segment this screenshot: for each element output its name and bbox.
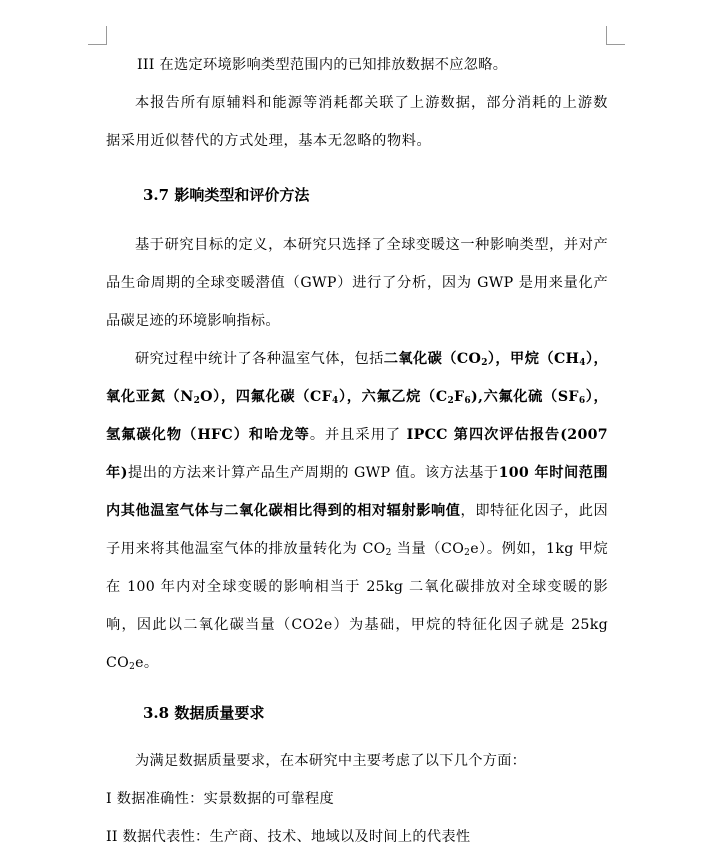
section-heading-3-7: 3.7 影响类型和评价方法 [143, 186, 310, 204]
text-run: 研究过程中统计了各种温室气体，包括 [135, 351, 384, 367]
list-item-data-accuracy: I 数据准确性：实景数据的可靠程度 [106, 791, 335, 807]
document-page [106, 46, 608, 856]
paragraph-data-quality-intro: 为满足数据质量要求，在本研究中主要考虑了以下几个方面： [135, 753, 527, 769]
paragraph-impact-category: 基于研究目标的定义，本研究只选择了全球变暖这一种影响类型，并对产品生命周期的全球变暖潜值（GWP）进行了分析，因为 GWP 是用来量化产品碳足迹的环境影响指标。 [106, 237, 608, 329]
ipcc-report-reference: IPCC 第四次评估报告(2007 年) [106, 427, 608, 481]
paragraph-criterion-iii: III 在选定环境影响类型范围内的已知排放数据不应忽略。 [137, 57, 508, 73]
relative-radiative-effect-phrase: 100 年时间范围内其他温室气体与二氧化碳相比得到的相对辐射影响值 [106, 465, 608, 519]
greenhouse-gas-list: 二氧化碳$(CO_2)$，甲烷$(CH_4)$，氧化亚氮$(N_2O)$，四氟化碳$(CF_4)$，六氟乙烷$(C_2F_6)$,六氟化硫$(SF_6)$，氢氟碳化物（HFC）和哈龙等 [106, 351, 608, 443]
section-heading-3-8: 3.8 数据质量要求 [143, 704, 265, 722]
page-corner-mark-left [88, 26, 107, 45]
page-corner-mark-right [606, 26, 625, 45]
list-item-data-representativeness: II 数据代表性：生产商、技术、地域以及时间上的代表性 [106, 829, 471, 845]
paragraph-gwp-method: 研究过程中统计了各种温室气体，包括二氧化碳$(CO_2)$，甲烷$(CH_4)$，氧化亚氮$(N_2O)$，四氟化碳$(CF_4)$，六氟乙烷$(C_2F_6)$,六氟化硫$(SF_6)$，氢氟碳化物（HFC）和哈龙等。并且采用了 IPCC 第四次评估报告(2007 年)提出的方法来计算产品生产周期的 GWP 值。该方法基于100 年时间范围内其他温室气体与二氧化碳相比得到的相对辐射影响值，即特征化因子，此因子用来将其他温室气体的排放量转化为 $CO_2$ 当量$(CO_2e)$。例如，1kg 甲烷在 100 年内对全球变暖的影响相当于 25kg 二氧化碳排放对全球变暖的影响，因此以二氧化碳当量（CO2e）为基础，甲烷的特征化因子就是 25kg $CO_2e$。 [106, 351, 608, 672]
paragraph-upstream-data: 本报告所有原辅料和能源等消耗都关联了上游数据，部分消耗的上游数据采用近似替代的方式处理，基本无忽略的物料。 [106, 95, 608, 149]
